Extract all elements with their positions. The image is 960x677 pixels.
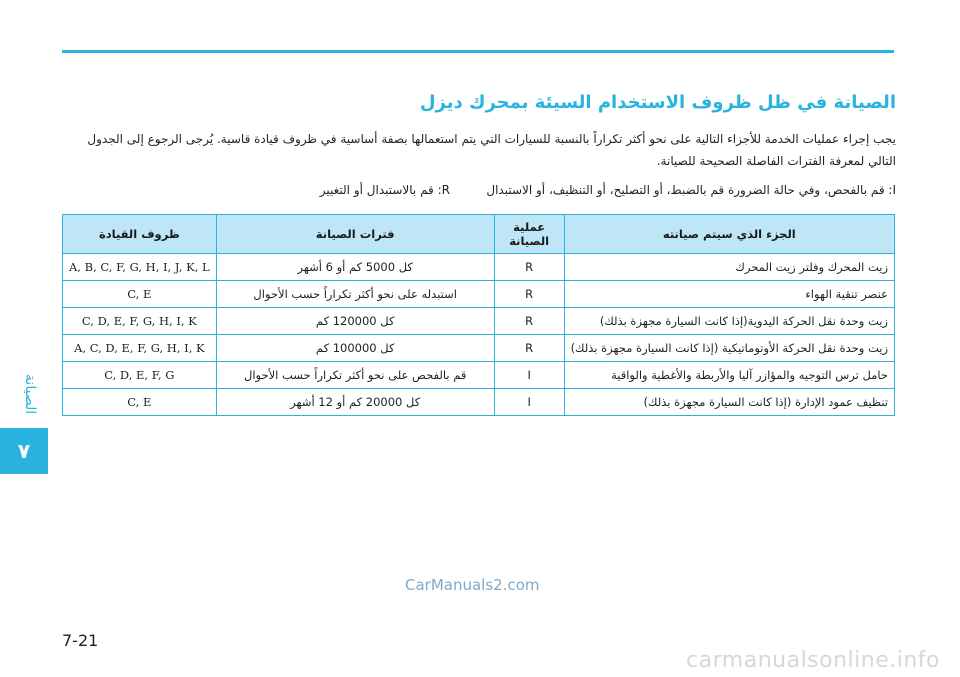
maintenance-table: [62, 214, 895, 416]
row-interval: كل 120000 كم: [216, 308, 494, 335]
row-interval: كل 100000 كم: [216, 335, 494, 362]
section-title: الصيانة في ظل ظروف الاستخدام السيئة بمحرك ديزل: [419, 92, 896, 113]
row-operation: R: [494, 308, 564, 335]
table-row: [63, 389, 895, 416]
row-item: زيت المحرك وفلتر زيت المحرك: [564, 254, 894, 281]
legend-replace: R: قم بالاستبدال أو التغيير: [319, 183, 450, 197]
chapter-side-label: الصيانة: [22, 373, 38, 415]
top-rule: [62, 50, 894, 53]
row-conditions: C, D, E, F, G: [63, 362, 217, 389]
row-operation: I: [494, 389, 564, 416]
chapter-number: ٧: [17, 439, 31, 463]
row-item: تنظيف عمود الإدارة (إذا كانت السيارة مجهزة بذلك): [564, 389, 894, 416]
chapter-tab: [0, 428, 48, 474]
row-conditions: C, E: [63, 281, 217, 308]
table-row: [63, 362, 895, 389]
row-conditions: C, E: [63, 389, 217, 416]
row-item: زيت وحدة نقل الحركة الأوتوماتيكية (إذا كانت السيارة مجهزة بذلك): [564, 335, 894, 362]
table-row: [63, 254, 895, 281]
row-operation: I: [494, 362, 564, 389]
header-interval: فترات الصيانة: [216, 215, 494, 254]
row-operation: R: [494, 281, 564, 308]
watermark-link[interactable]: CarManuals2.com: [405, 576, 540, 594]
row-operation: R: [494, 254, 564, 281]
header-operation: عملية الصيانة: [494, 215, 564, 254]
row-interval: كل 20000 كم أو 12 أشهر: [216, 389, 494, 416]
intro-paragraph: يجب إجراء عمليات الخدمة للأجزاء التالية على نحو أكثر تكراراً بالنسبة للسيارات التي يتم استعمالها بصفة أساسية في ظروف قيادة قاسية. يُرجى الرجوع إلى الجدول التالي لمعرفة الفترات الفاصلة الصحيحة للصيانة.: [87, 132, 896, 168]
table-row: [63, 281, 895, 308]
row-operation: R: [494, 335, 564, 362]
row-conditions: A, C, D, E, F, G, H, I, K: [63, 335, 217, 362]
table-row: [63, 308, 895, 335]
row-item: عنصر تنقية الهواء: [564, 281, 894, 308]
row-conditions: A, B, C, F, G, H, I, J, K, L: [63, 254, 217, 281]
header-conditions: ظروف القيادة: [63, 215, 217, 254]
row-interval: كل 5000 كم أو 6 أشهر: [216, 254, 494, 281]
header-item: الجزء الذي سيتم صيانته: [564, 215, 894, 254]
row-item: حامل ترس التوجيه والمؤازر آليا والأربطة والأغطية والواقية: [564, 362, 894, 389]
footer-site-watermark: carmanualsonline.info: [686, 648, 940, 673]
row-conditions: C, D, E, F, G, H, I, K: [63, 308, 217, 335]
legend-inspect: I: قم بالفحص، وفي حالة الضرورة قم بالضبط، أو التصليح، أو التنظيف، أو الاستبدال: [486, 183, 896, 197]
row-interval: قم بالفحص على نحو أكثر تكراراً حسب الأحوال: [216, 362, 494, 389]
row-item: زيت وحدة نقل الحركة اليدوية(إذا كانت السيارة مجهزة بذلك): [564, 308, 894, 335]
row-interval: استبدله على نحو أكثر تكراراً حسب الأحوال: [216, 281, 494, 308]
table-header-row: [63, 215, 895, 254]
table-row: [63, 335, 895, 362]
page-number: 7-21: [62, 631, 99, 650]
